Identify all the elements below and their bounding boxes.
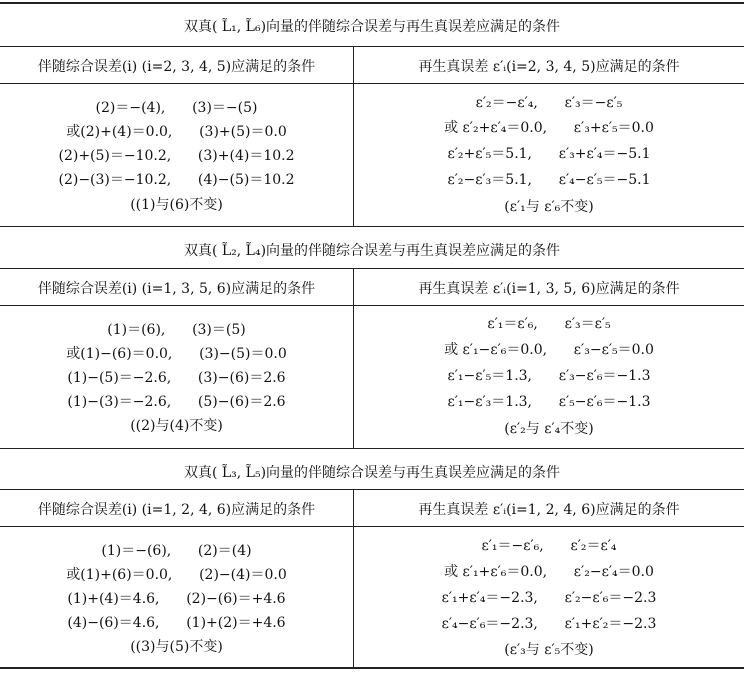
rule bbox=[0, 448, 744, 449]
left-column-header: 伴随综合误差(i) (i=1, 2, 4, 6)应满足的条件 bbox=[37, 502, 316, 518]
condition-line: (1)＝−(6), (2)＝(4) bbox=[101, 543, 252, 559]
condition-line: ε′₁＝ε′₆, ε′₃＝ε′₅ bbox=[487, 316, 611, 332]
left-column-header: 伴随综合误差(i) (i=1, 3, 5, 6)应满足的条件 bbox=[37, 281, 316, 297]
rule bbox=[0, 83, 744, 84]
condition-line: (4)−(6)＝4.6, (1)+(2)＝+4.6 bbox=[67, 615, 286, 631]
condition-line: ε′₂−ε′₃＝5.1, ε′₄−ε′₅＝−5.1 bbox=[447, 172, 651, 188]
condition-line: ε′₁−ε′₅＝1.3, ε′₃−ε′₆＝−1.3 bbox=[447, 368, 651, 384]
condition-line: (1)−(3)＝−2.6, (5)−(6)＝2.6 bbox=[67, 394, 286, 410]
table-top-rule bbox=[0, 2, 744, 4]
condition-line: ε′₁+ε′₄＝−2.3, ε′₂−ε′₆＝−2.3 bbox=[441, 590, 657, 606]
rule bbox=[0, 46, 744, 47]
condition-line: 或(1)−(6)＝0.0, (3)−(5)＝0.0 bbox=[66, 346, 287, 362]
condition-line: (1)＝(6), (3)＝(5) bbox=[107, 322, 246, 338]
condition-line: (2)+(5)＝−10.2, (3)+(4)＝10.2 bbox=[58, 148, 295, 164]
condition-line: ε′₁＝−ε′₆, ε′₂＝ε′₄ bbox=[481, 538, 617, 554]
condition-line: 或 ε′₁−ε′₆＝0.0, ε′₃−ε′₅＝0.0 bbox=[444, 342, 654, 358]
section-caption: 双真( L̃₂, L̃₄)向量的伴随综合误差与再生真误差应满足的条件 bbox=[183, 243, 561, 259]
rule bbox=[0, 268, 744, 269]
condition-line: (2)＝−(4), (3)＝−(5) bbox=[95, 100, 258, 116]
rule bbox=[0, 305, 744, 306]
table-bottom-rule bbox=[0, 667, 744, 669]
condition-line: ε′₁−ε′₃＝1.3, ε′₅−ε′₆＝−1.3 bbox=[447, 394, 651, 410]
invariant-note: ((2)与(4)不变) bbox=[130, 418, 223, 434]
right-column-header: 再生真误差 ε′ᵢ(i=1, 3, 5, 6)应满足的条件 bbox=[418, 281, 680, 297]
condition-line: 或 ε′₁+ε′₆＝0.0, ε′₂−ε′₄＝0.0 bbox=[444, 564, 654, 580]
condition-line: ε′₄−ε′₆＝−2.3, ε′₁+ε′₂＝−2.3 bbox=[441, 616, 657, 632]
invariant-note: (ε′₃与 ε′₅不变) bbox=[504, 642, 594, 658]
left-column-header: 伴随综合误差(i) (i=2, 3, 4, 5)应满足的条件 bbox=[37, 59, 316, 75]
rule bbox=[0, 489, 744, 490]
right-column-header: 再生真误差 ε′ᵢ(i=2, 3, 4, 5)应满足的条件 bbox=[418, 59, 680, 75]
condition-line: (1)+(4)＝4.6, (2)−(6)＝+4.6 bbox=[67, 591, 286, 607]
condition-line: ε′₂＝−ε′₄, ε′₃＝−ε′₅ bbox=[475, 95, 623, 111]
invariant-note: (ε′₁与 ε′₆不变) bbox=[504, 199, 594, 215]
invariant-note: (ε′₂与 ε′₄不变) bbox=[504, 421, 594, 437]
condition-line: (1)−(5)＝−2.6, (3)−(6)＝2.6 bbox=[67, 370, 286, 386]
condition-line: 或 ε′₂+ε′₄＝0.0, ε′₃+ε′₅＝0.0 bbox=[444, 120, 654, 136]
section-caption: 双真( L̃₃, L̃₅)向量的伴随综合误差与再生真误差应满足的条件 bbox=[183, 465, 561, 481]
condition-line: 或(2)+(4)＝0.0, (3)+(5)＝0.0 bbox=[66, 124, 287, 140]
condition-line: 或(1)+(6)＝0.0, (2)−(4)＝0.0 bbox=[66, 567, 287, 583]
rule bbox=[0, 226, 744, 227]
invariant-note: ((3)与(5)不变) bbox=[130, 639, 223, 655]
right-column-header: 再生真误差 ε′ᵢ(i=1, 2, 4, 6)应满足的条件 bbox=[418, 502, 680, 518]
condition-line: ε′₂+ε′₅＝5.1, ε′₃+ε′₄＝−5.1 bbox=[447, 146, 651, 162]
section-caption: 双真( L̃₁, L̃₆)向量的伴随综合误差与再生真误差应满足的条件 bbox=[183, 19, 561, 35]
invariant-note: ((1)与(6)不变) bbox=[130, 197, 223, 213]
condition-line: (2)−(3)＝−10.2, (4)−(5)＝10.2 bbox=[58, 172, 295, 188]
rule bbox=[0, 526, 744, 527]
